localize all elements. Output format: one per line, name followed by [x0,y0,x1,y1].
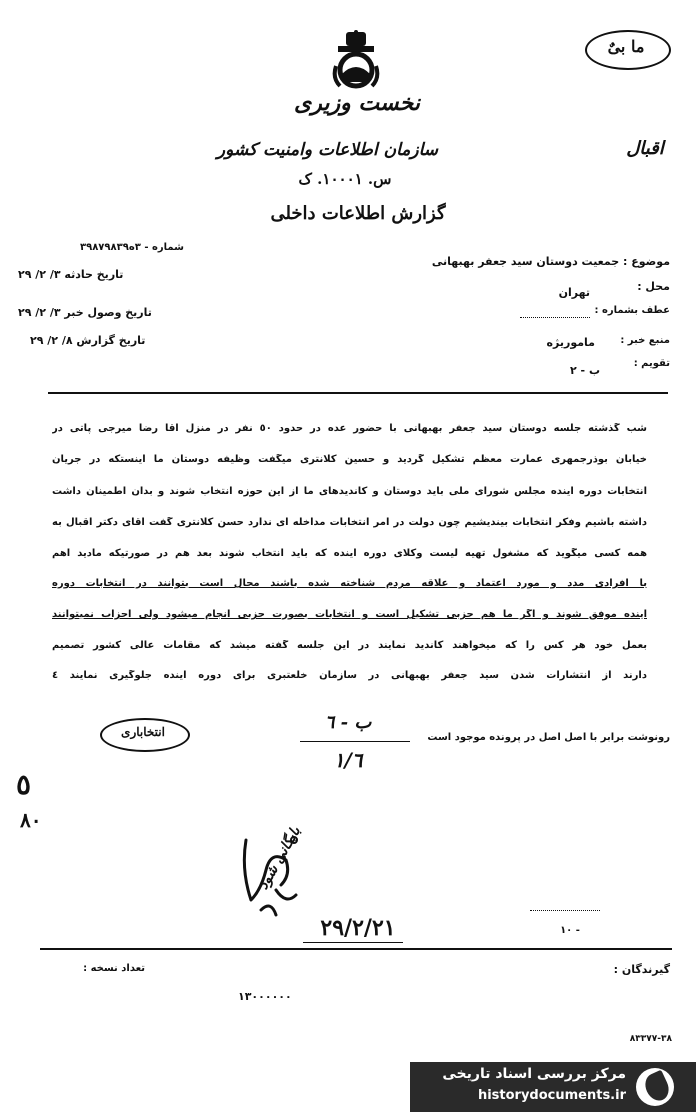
fraction-top: ب - ٦ [324,712,372,733]
body-line-6: با افرادی مدد و مورد اعتماد و علاقه مردم شناخته شده باشند محال است بتوانند در انتخابات دوره [52,578,647,589]
copy-certification-note: رونوشت برابر با اصل اصل در پرونده موجود است [427,732,670,743]
body-line-8: بعمل خود هر کس را که میخواهند کاندید نمایند در این جلسه گفته میشد که مقامات عالی کشور تصمیم [52,640,647,651]
body-line-3: انتخابات دوره آینده مجلس شورای ملی باید دوستان و کاندیدهای ما از این حوزه انتخاب شوند و بدان اطمینان داشت [52,486,647,497]
fraction-bar [300,741,410,742]
handwritten-date: ٢٩/٢/٢١ [320,915,396,941]
receipt-date: تاریخ وصول خبر ٣/ ٢/ ٢٩ [18,306,152,319]
site-url[interactable]: historydocuments.ir [477,1088,626,1103]
small-mark: ١٠ - [560,925,580,936]
document-number: شماره - ٣ه٣٩٨٧٩٨٣٩ [80,242,184,253]
body-line-5: همه کسی میگوید که مشغول تهیه لیست وکلای دوره آینده که باید انتخاب شوند بعد هم در صورتیکه مادید اهم [52,548,647,559]
form-code: ٣٨-٨٣٣٧٧ [629,1034,672,1044]
subject-line: موضوع : جمعیت دوستان سید جعفر بهبهانی [431,255,670,268]
body-line-2: خیابان بوذرجمهری عمارت معظم تشکیل گردید و حسین کلانتری میگفت وظیفه دوستان ما اینستکه در جریان [52,454,647,465]
form-code-header: س. ١٠٠٠١. ک [298,170,392,188]
site-name: مرکز بررسی اسناد تاریخی [442,1066,626,1082]
ministry-title: نخست وزیری [294,90,420,116]
bottom-number: ١٣٠٠٠٠٠٠ [238,990,292,1003]
margin-mark-1: ٥ [16,768,32,801]
reference-label: عطف بشماره : [594,305,670,316]
footer-divider [40,948,672,950]
body-line-4: داشته باشیم وفکر انتخابات بیندیشیم چون دولت در امر انتخابات مداخله ای ندارد حسن کلانتری گفت آقای دکتر اقبال به [52,517,647,528]
evaluation-label: تقویم : [633,358,670,369]
header-divider [48,392,668,394]
report-date: تاریخ گزارش ٨/ ٢/ ٢٩ [30,334,146,347]
evaluation-value: ب - ٢ [570,364,600,377]
imperial-emblem-icon [328,30,384,90]
reference-dotted-line [520,317,590,318]
source-label: منبع خبر : [620,335,670,346]
handwritten-side-note: اقبال [626,138,664,159]
body-line-1: شب گذشته جلسه دوستان سید جعفر بهبهانی با حضور عده در حدود ٥٠ نفر در منزل آقا رضا میرجی پاتی در [52,423,647,434]
body-line-9: دارند از انتشارات شدن سید جعفر بهبهانی در سازمان خلعتبری برای دوره آینده جلوگیری نمایند ٤ [52,670,647,681]
margin-mark-2: ٨٠ [20,808,42,832]
recipients-label: گیرندگان : [613,963,670,976]
ghostwriter-stamp-text: انتخاباری [121,725,165,739]
fraction-bottom: ١/٦ [333,748,363,772]
classification-stamp-text: ما بیٌ [607,37,645,56]
event-date: تاریخ حادثه ٣/ ٢/ ٢٩ [18,268,124,281]
signature-note: بایگانی شود [255,824,304,893]
date-underline [303,942,403,943]
source-value: ماموریژه [546,336,595,349]
report-title: گزارش اطلاعات داخلی [270,203,446,224]
organization-name: سازمان اطلاعات وامنیت کشور [216,140,438,160]
body-line-7: آینده موفق شوند و اگر ما هم حزبی تشکیل است و انتخابات بصورت حزبی انجام میشود ولی احزاب نمیتوانند [52,609,647,620]
place-value: تهران [558,286,590,299]
copies-label: تعداد نسخه : [83,963,145,974]
dotted-mark [530,910,600,911]
place-label: محل : [637,280,670,293]
